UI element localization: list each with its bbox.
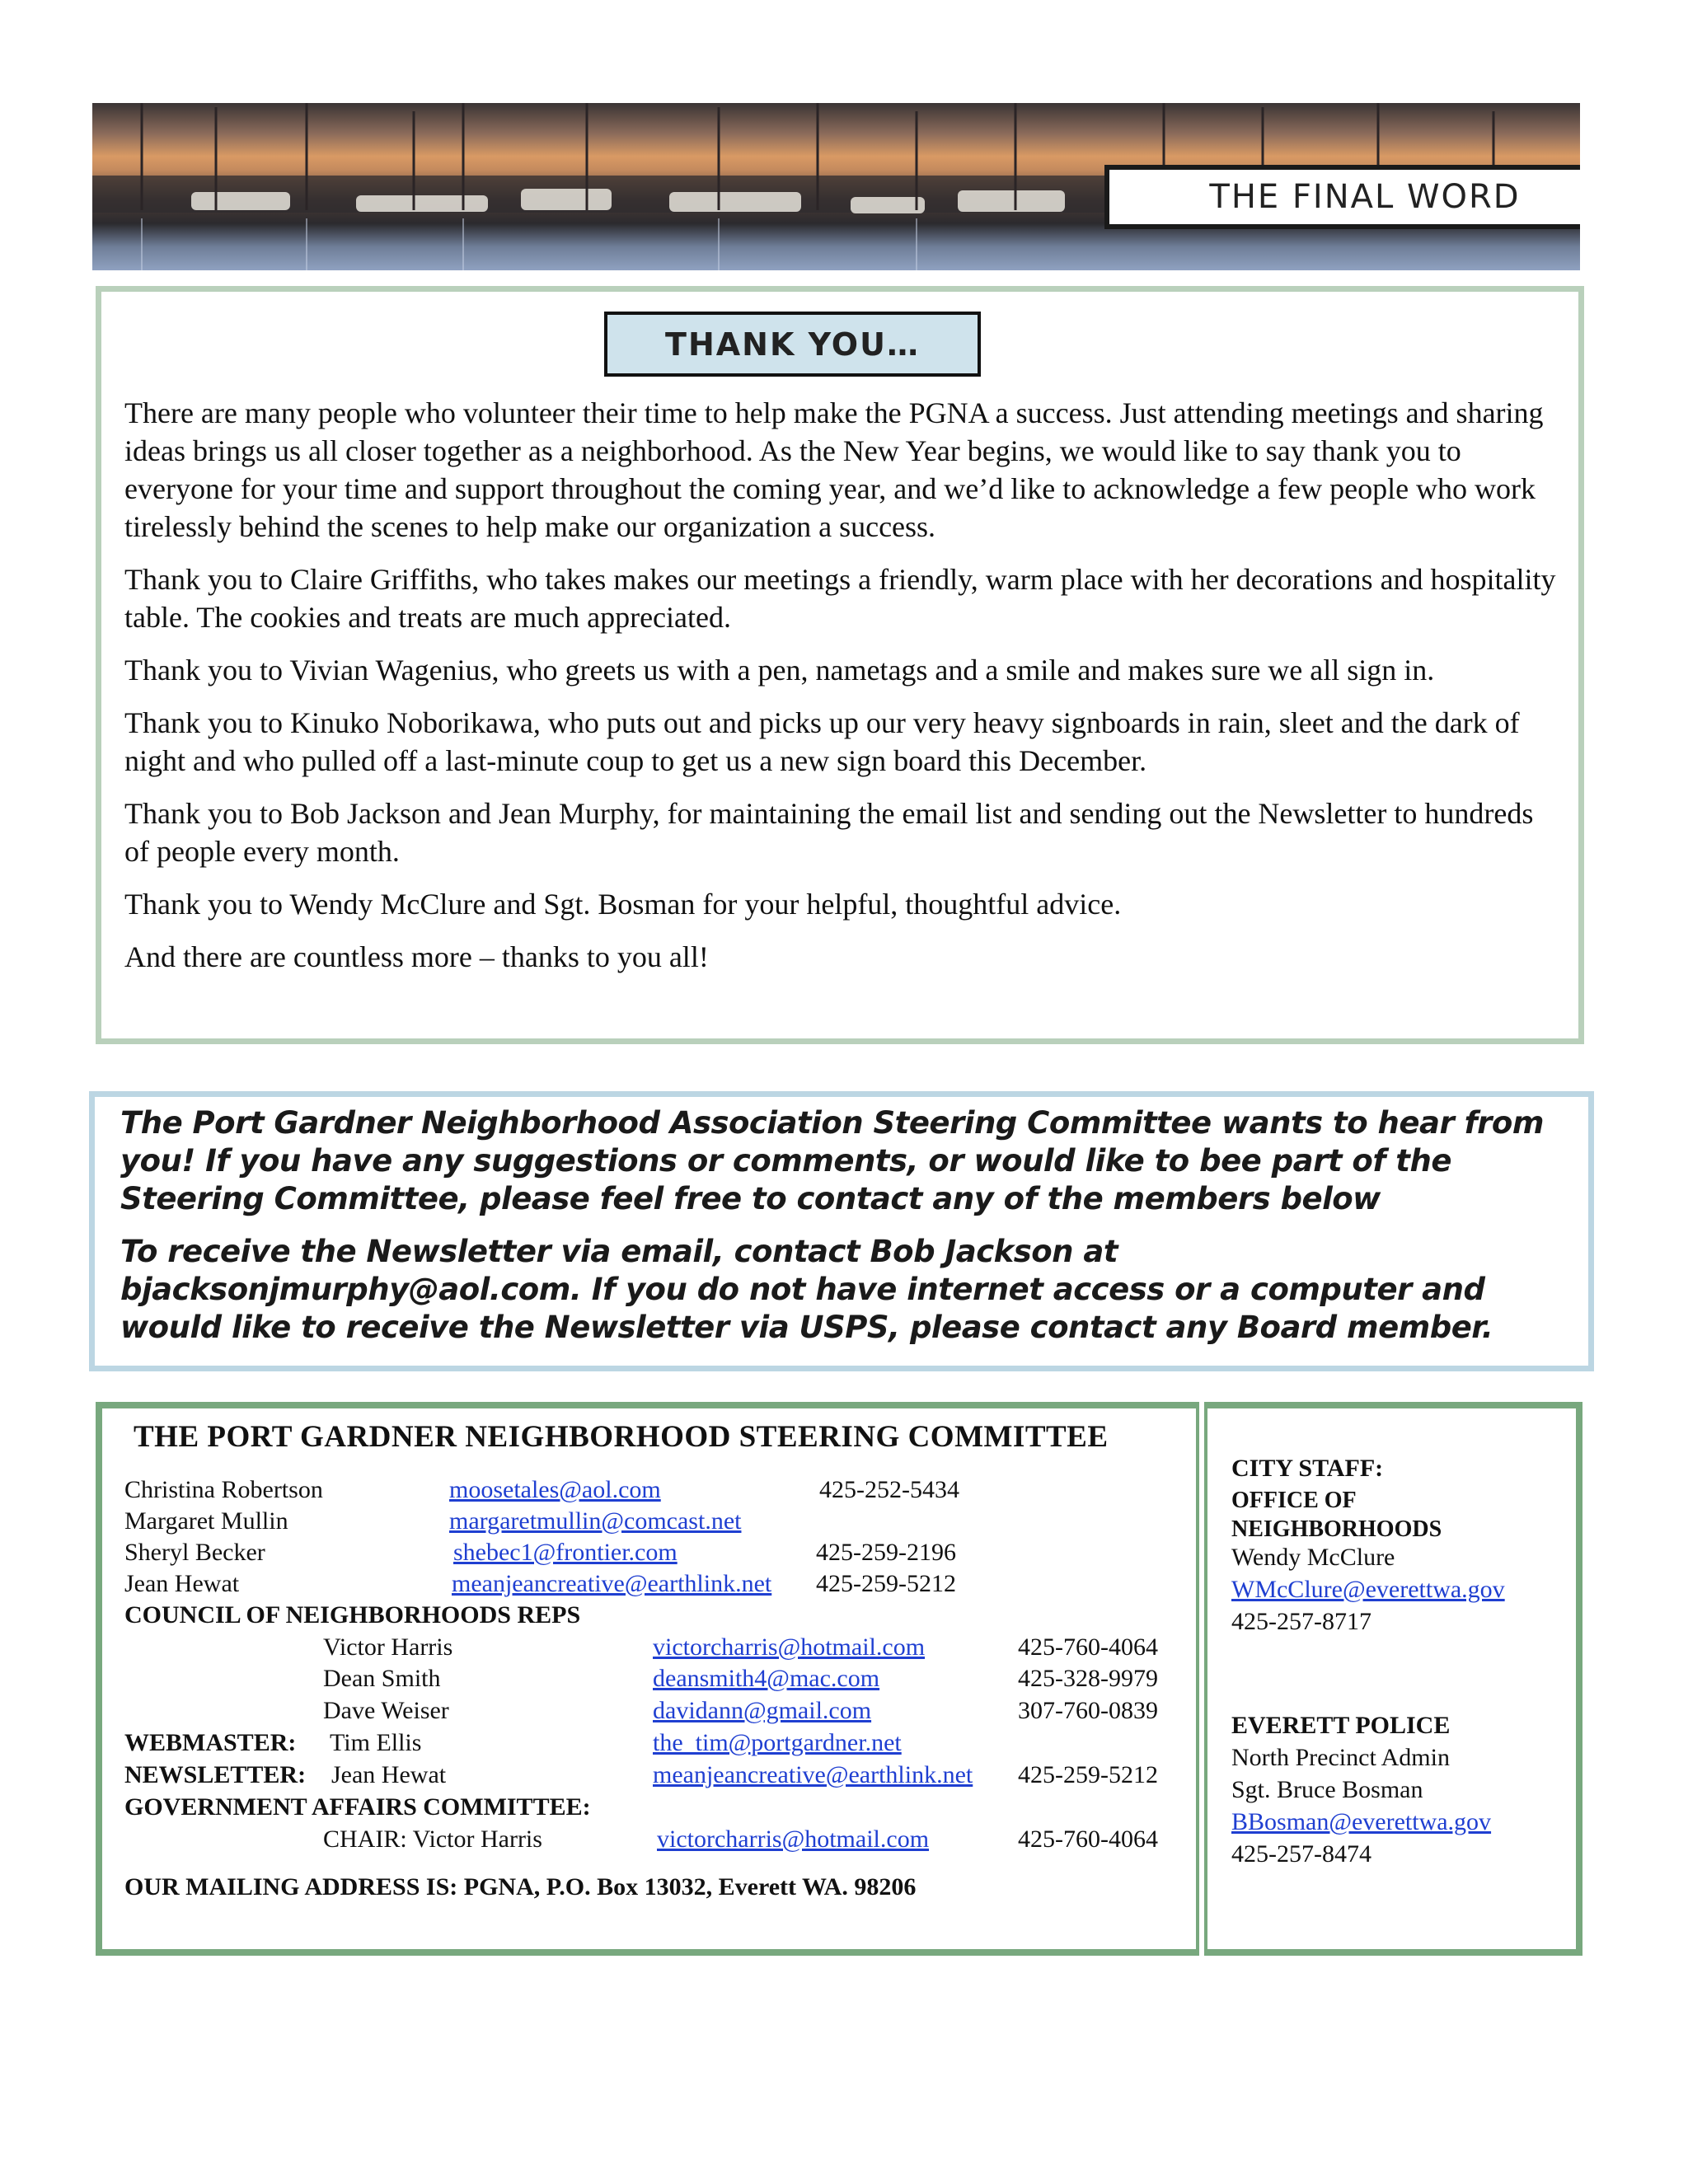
newsletter-email-link[interactable]: meanjeancreative@earthlink.net [653,1761,973,1788]
committee-title: THE PORT GARDNER NEIGHBORHOOD STEERING COMMITTEE [134,1420,1109,1454]
member-email-link[interactable]: shebec1@frontier.com [453,1539,678,1566]
police-phone: 425-257-8474 [1231,1840,1372,1868]
city-staff-heading: CITY STAFF: [1231,1455,1384,1482]
office-label-line2: NEIGHBORHOODS [1231,1516,1442,1542]
member-name: Margaret Mullin [124,1507,288,1535]
office-label-line1: OFFICE OF [1231,1488,1357,1513]
member-name: Sheryl Becker [124,1539,265,1566]
member-name: Jean Hewat [124,1570,240,1597]
council-heading: COUNCIL OF NEIGHBORHOODS REPS [124,1601,581,1629]
police-officer-name: Sgt. Bruce Bosman [1231,1776,1423,1803]
webmaster-name: Tim Ellis [330,1729,422,1756]
council-rep-name: Dean Smith [323,1665,441,1692]
newsletter-label: NEWSLETTER: [124,1761,307,1788]
thank-you-heading: THANK YOU… [604,312,981,377]
council-rep-phone: 425-328-9979 [1018,1665,1158,1692]
webmaster-label: WEBMASTER: [124,1729,297,1756]
panel-divider [1196,1402,1207,1956]
newsletter-phone: 425-259-5212 [1018,1761,1158,1788]
header-banner-image [92,103,1580,270]
newsletter-info-paragraph: To receive the Newsletter via email, contact Bob Jackson at bjacksonjmurphy@aol.com. If you do not have internet access or a computer and would like to receive the Newsletter via USPS, please contact any Board member. [120,1234,1493,1345]
gov-affairs-email-link[interactable]: victorcharris@hotmail.com [657,1825,930,1853]
newsletter-editor-name: Jean Hewat [331,1761,447,1788]
council-rep-phone: 307-760-0839 [1018,1697,1158,1724]
city-staff-email-link[interactable]: WMcClure@everettwa.gov [1231,1576,1505,1603]
council-rep-name: Dave Weiser [323,1697,449,1724]
thank-you-paragraph: Thank you to Wendy McClure and Sgt. Bosman for your helpful, thoughtful advice. [124,888,1122,921]
member-phone: 425-259-5212 [816,1570,956,1597]
member-email-link[interactable]: moosetales@aol.com [449,1476,661,1503]
member-email-link[interactable]: meanjeancreative@earthlink.net [452,1570,772,1597]
gov-affairs-phone: 425-760-4064 [1018,1825,1158,1853]
council-rep-email-link[interactable]: victorcharris@hotmail.com [653,1633,926,1661]
section-title-box [1104,165,1580,229]
thank-you-paragraph: And there are countless more – thanks to you all! [124,940,709,973]
council-rep-email-link[interactable]: deansmith4@mac.com [653,1665,880,1692]
thank-you-paragraph: Thank you to Kinuko Noborikawa, who puts out and picks up our very heavy signboards in rain, sleet and the dark of night and who pulled off a last-minute coup to get us a new sign board this December. [124,706,1520,777]
webmaster-email-link[interactable]: the_tim@portgardner.net [653,1729,902,1756]
member-name: Christina Robertson [124,1476,323,1503]
steering-message-paragraph: The Port Gardner Neighborhood Association Steering Committee wants to hear from you! If you have any suggestions or comments, or would like to bee part of the Steering Committee, please feel free to contact any of the members below [120,1105,1544,1216]
police-email-link[interactable]: BBosman@everettwa.gov [1231,1808,1492,1835]
steering-message-body [120,1104,1579,1361]
council-rep-email-link[interactable]: davidann@gmail.com [653,1697,872,1724]
thank-you-paragraph: Thank you to Vivian Wagenius, who greets us with a pen, nametags and a smile and makes sure we all sign in. [124,654,1435,687]
mailing-address: OUR MAILING ADDRESS IS: PGNA, P.O. Box 13032, Everett WA. 98206 [124,1873,917,1900]
member-email-link[interactable]: margaretmullin@comcast.net [449,1507,742,1535]
thank-you-body [124,394,1563,991]
thank-you-paragraph: Thank you to Claire Griffiths, who takes makes our meetings a friendly, warm place with her decorations and hospitality table. The cookies and treats are much appreciated. [124,563,1556,634]
city-staff-name: Wendy McClure [1231,1544,1395,1571]
police-unit: North Precinct Admin [1231,1744,1450,1771]
city-staff-phone: 425-257-8717 [1231,1608,1372,1635]
section-title: THE FINAL WORD [1109,170,1580,224]
council-rep-phone: 425-760-4064 [1018,1633,1158,1661]
council-rep-name: Victor Harris [323,1633,453,1661]
member-phone: 425-252-5434 [819,1476,959,1503]
gov-affairs-chair: CHAIR: Victor Harris [323,1825,542,1853]
thank-you-paragraph: Thank you to Bob Jackson and Jean Murphy, for maintaining the email list and sending out the Newsletter to hundreds of people every month. [124,797,1534,868]
member-phone: 425-259-2196 [816,1539,956,1566]
gov-affairs-heading: GOVERNMENT AFFAIRS COMMITTEE: [124,1793,591,1821]
thank-you-paragraph: There are many people who volunteer their time to help make the PGNA a success. Just attending meetings and sharing ideas brings us all closer together as a neighborhood. As the New Year begins, we would like to say thank you to everyone for your time and support throughout the coming year, and we’d like to acknowledge a few people who work tirelessly behind the scenes to help make our organization a success. [124,396,1544,543]
police-heading: EVERETT POLICE [1231,1712,1451,1739]
